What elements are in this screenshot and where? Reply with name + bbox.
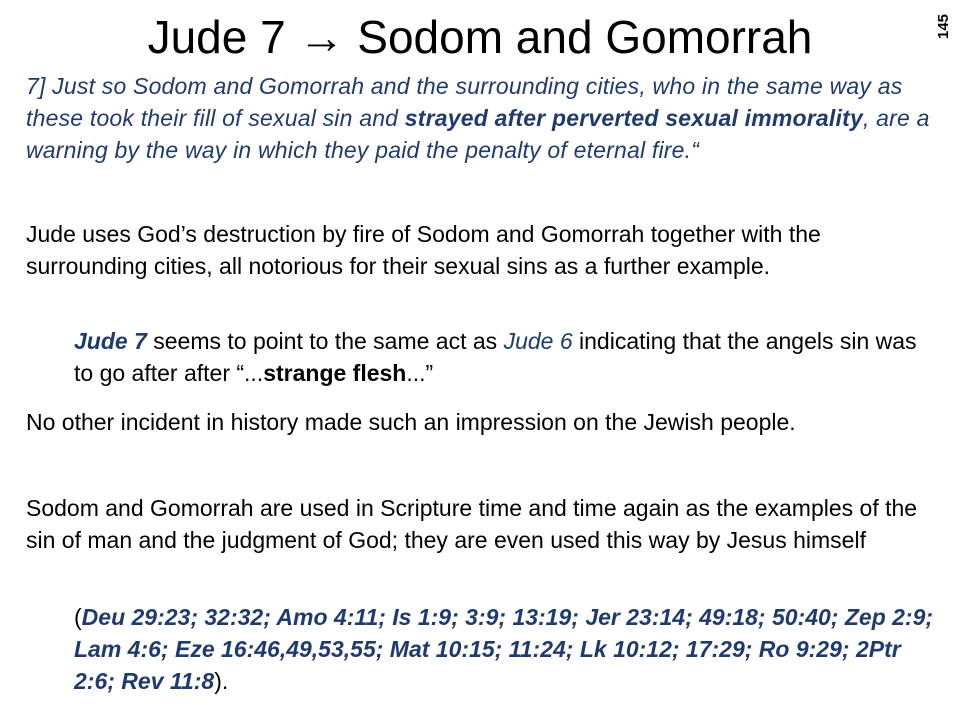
quote-text-2: , are a warning by the way in which they paid the penalty of eternal fire.“ xyxy=(26,105,930,163)
references-close-paren: ). xyxy=(214,668,229,694)
references-list: Deu 29:23; 32:32; Amo 4:11; Is 1:9; 3:9; 13:19; Jer 23:14; 49:18; 50:40; Zep 2:9; Lam 4:6; Eze 16:46,49,53,55; Mat 10:15; 11:24; Lk 10:12; 17:29; Ro 9:29; 2Ptr 2:6; Rev 11:8 xyxy=(74,604,934,694)
quote-text-1: 7] Just so Sodom and Gomorrah and the surrounding cities, who in the same way as these took their fill of sexual sin and xyxy=(26,73,903,131)
quote-bold-text: strayed after perverted sexual immorality xyxy=(404,105,863,131)
slide-title: Jude 7 → Sodom and Gomorrah xyxy=(147,11,813,63)
para2-text-3: ...” xyxy=(406,360,434,386)
strange-flesh-text: strange flesh xyxy=(263,360,407,386)
paragraph-jude-7-note xyxy=(74,325,934,389)
paragraph-jude-uses: Jude uses God’s destruction by fire of Sodom and Gomorrah together with the surrounding cities, all notorious for their sexual sins as a further example. xyxy=(26,221,821,279)
slide-number: 145 xyxy=(935,13,952,39)
reference-jude-7: Jude 7 xyxy=(74,328,147,354)
scripture-quote xyxy=(26,70,941,166)
paragraph-sodom-in-scripture: Sodom and Gomorrah are used in Scripture time and time again as the examples of the sin of man and the judgment of God; they are even used this way by Jesus himself xyxy=(26,495,918,553)
scripture-references xyxy=(74,601,934,697)
para2-text-1: seems to point to the same act as xyxy=(146,328,504,354)
para2-text-2: indicating that the angels sin was to go after after “... xyxy=(74,328,917,386)
references-open-paren: ( xyxy=(74,604,82,630)
reference-jude-6: Jude 6 xyxy=(503,328,573,354)
paragraph-no-other-incident: No other incident in history made such an impression on the Jewish people. xyxy=(26,409,796,435)
